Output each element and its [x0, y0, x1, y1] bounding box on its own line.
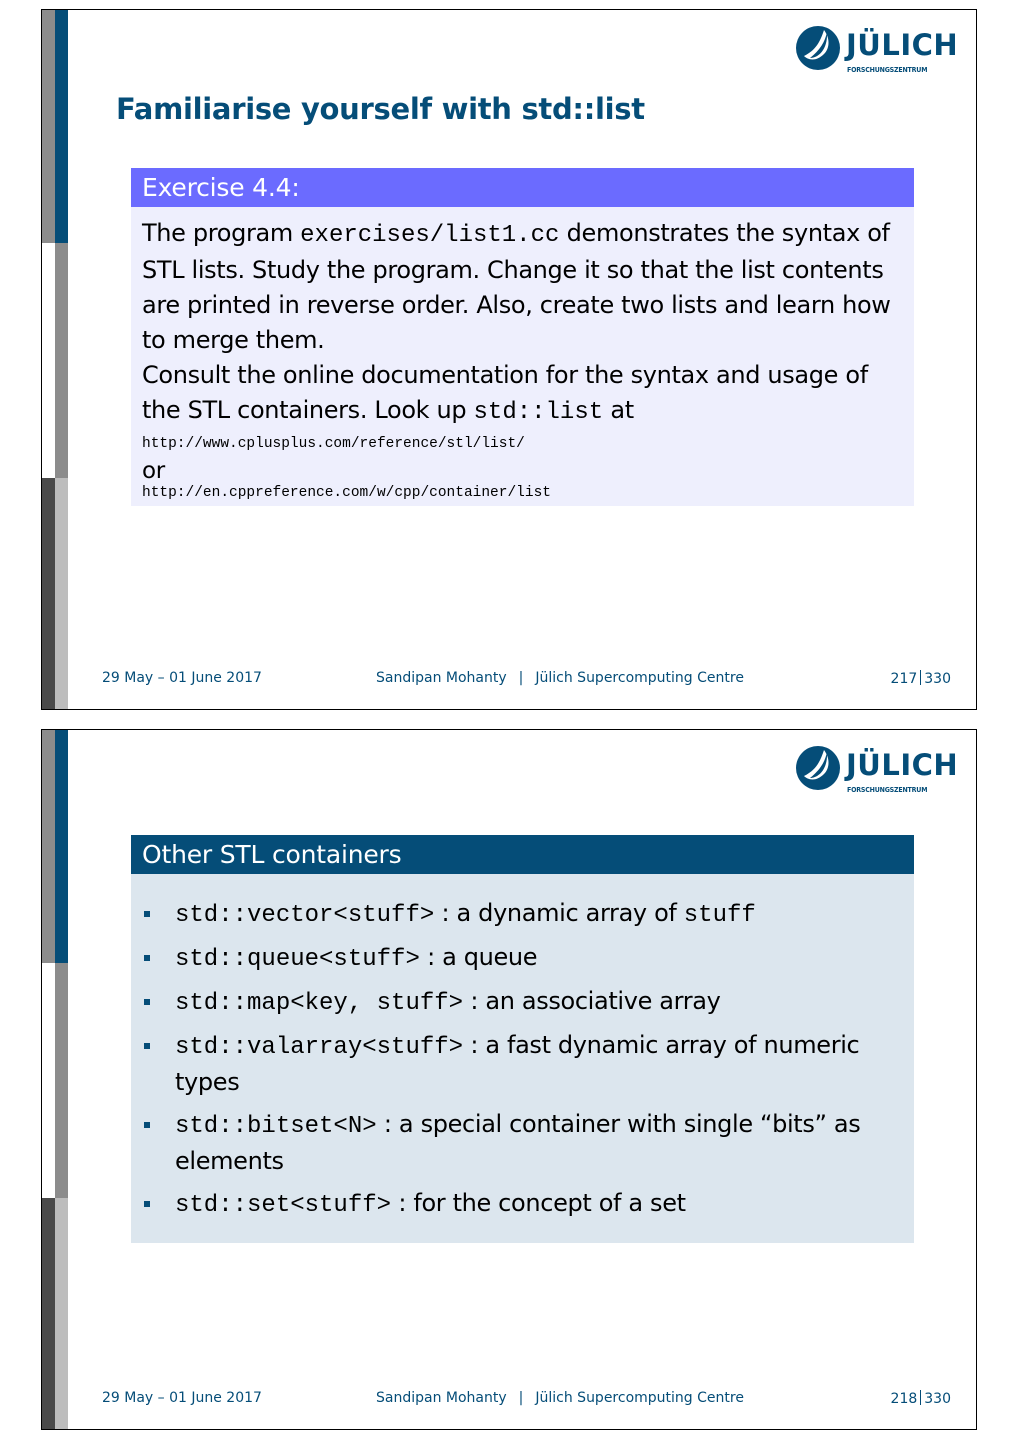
- list-item: std::queue<stuff> : a queue: [141, 940, 904, 977]
- bullet-icon: [144, 911, 150, 917]
- bullet-icon: [144, 1201, 150, 1207]
- footer-date: 29 May – 01 June 2017: [102, 670, 262, 686]
- bullet-icon: [144, 1043, 150, 1049]
- slide-footer: [102, 670, 951, 690]
- list-item: std::map<key, stuff> : an associative array: [141, 984, 904, 1021]
- exercise-paragraph-1: The program exercises/list1.cc demonstrates the syntax of STL lists. Study the program. Change it so that the list contents are printed in reverse order. Also, create two lists and learn how to merge them.: [142, 219, 891, 354]
- footer-page-number: 217 330: [890, 671, 951, 687]
- stl-containers-block: [131, 835, 914, 1243]
- exercise-header: Exercise 4.4:: [131, 168, 914, 207]
- juelich-logo-icon: [794, 24, 842, 72]
- slide-sidebar: [42, 10, 68, 709]
- list-item: std::valarray<stuff> : a fast dynamic array of numeric types: [141, 1028, 904, 1100]
- logo-wordmark: JÜLICH: [846, 748, 959, 782]
- slide-sidebar: [42, 730, 68, 1429]
- exercise-body: [131, 207, 914, 506]
- juelich-logo-icon: [794, 744, 842, 792]
- logo-subtitle: FORSCHUNGSZENTRUM: [847, 786, 928, 794]
- footer-date: 29 May – 01 June 2017: [102, 1390, 262, 1406]
- juelich-logo: [794, 24, 959, 76]
- logo-wordmark: JÜLICH: [846, 28, 959, 62]
- slide-218: [41, 729, 977, 1430]
- list-item: std::bitset<N> : a special container with single “bits” as elements: [141, 1107, 904, 1179]
- exercise-block: [131, 168, 914, 506]
- list-item: std::set<stuff> : for the concept of a set: [141, 1186, 904, 1223]
- bullet-icon: [144, 1122, 150, 1128]
- list-item: std::vector<stuff> : a dynamic array of stuff: [141, 896, 904, 933]
- footer-author-institution: Sandipan Mohanty | Jülich Supercomputing Centre: [376, 670, 744, 686]
- juelich-logo: [794, 744, 959, 796]
- stl-containers-header: Other STL containers: [131, 835, 914, 874]
- logo-subtitle: FORSCHUNGSZENTRUM: [847, 66, 928, 74]
- code-filename: exercises/list1.cc: [300, 222, 560, 249]
- bullet-icon: [144, 955, 150, 961]
- reference-url-cplusplus[interactable]: http://www.cplusplus.com/reference/stl/list/: [142, 436, 525, 452]
- slide-footer: [102, 1390, 951, 1410]
- bullet-icon: [144, 999, 150, 1005]
- footer-page-number: 218 330: [890, 1391, 951, 1407]
- or-text: or: [142, 458, 165, 484]
- stl-containers-body: [131, 874, 914, 1243]
- slide-217: [41, 9, 977, 710]
- reference-url-cppreference[interactable]: http://en.cppreference.com/w/cpp/container/list: [142, 485, 551, 501]
- slide-title: Familiarise yourself with std::list: [116, 92, 645, 126]
- exercise-paragraph-2: Consult the online documentation for the syntax and usage of the STL containers. Look up std::list at: [142, 361, 868, 426]
- footer-author-institution: Sandipan Mohanty | Jülich Supercomputing Centre: [376, 1390, 744, 1406]
- code-std-list: std::list: [473, 399, 604, 426]
- stl-container-list: [141, 896, 904, 1223]
